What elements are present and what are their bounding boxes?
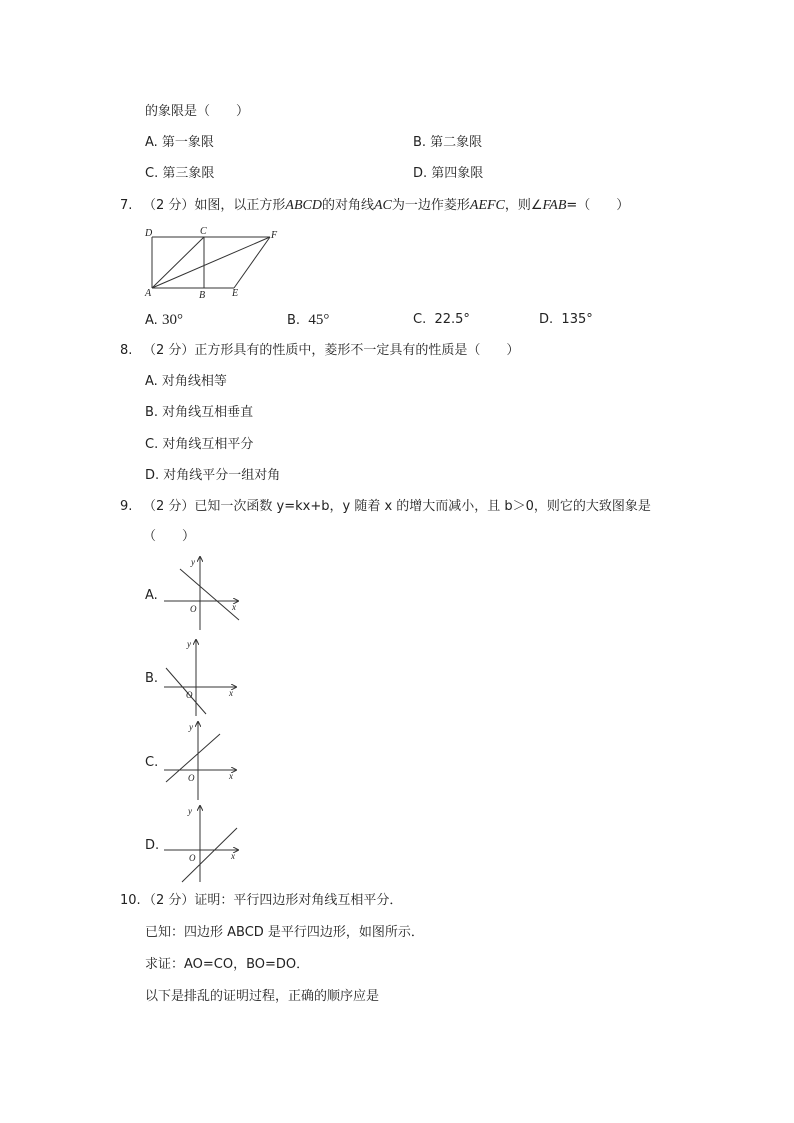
- q7-diagonal-ac: [152, 237, 204, 288]
- q9a-line: [180, 569, 239, 620]
- q7-stem-text-3: 为一边作菱形: [391, 198, 470, 213]
- q8-stem: （2 分）正方形具有的性质中，菱形不一定具有的性质是（ ）: [143, 343, 520, 358]
- q9-option-a-letter: A.: [145, 588, 158, 603]
- q9d-label-x: x: [231, 851, 235, 861]
- q9-number: 9.: [120, 499, 133, 514]
- q7-option-d-value: 135°: [561, 312, 593, 327]
- q7-option-b: [287, 312, 329, 329]
- q7-ac: AC: [373, 198, 392, 213]
- q7-stem: [143, 198, 629, 214]
- q7-label-e: E: [232, 288, 239, 299]
- q9-graph-d: [160, 802, 250, 886]
- q7-option-a: [145, 312, 183, 329]
- q7-label-b: B: [199, 290, 206, 301]
- q10-number: 10.: [120, 893, 141, 908]
- q7-option-c-value: 22.5°: [434, 312, 470, 327]
- q9-graph-c: [160, 718, 250, 802]
- q7-figure: [140, 222, 290, 302]
- q7-option-b-value: 45°: [308, 312, 330, 328]
- q9c-label-o: O: [188, 773, 195, 783]
- q9c-label-y: y: [189, 722, 193, 732]
- q9-stem: （2 分）已知一次函数 y=kx+b，y 随着 x 的增大而减小，且 b＞0，则它的大致图象是: [143, 499, 651, 514]
- q7-abcd: ABCD: [285, 198, 322, 213]
- q7-aefc: AEFC: [469, 198, 505, 213]
- q7-option-c-letter: C.: [413, 312, 427, 327]
- q7-stem-text-2: 的对角线: [321, 198, 374, 213]
- q9-graph-b: [160, 634, 250, 718]
- q7-label-c: C: [200, 226, 207, 237]
- q9c-label-x: x: [229, 771, 233, 781]
- q8-option-a: A. 对角线相等: [145, 374, 227, 389]
- q8-option-c: C. 对角线互相平分: [145, 437, 254, 452]
- q6-option-a: A. 第一象限: [145, 135, 214, 150]
- q8-option-d: D. 对角线平分一组对角: [145, 468, 281, 483]
- q7-stem-text-5: =（ ）: [566, 198, 630, 213]
- q6-option-b: B. 第二象限: [413, 135, 483, 150]
- q9a-label-y: y: [191, 557, 195, 567]
- q9-option-b-letter: B.: [145, 671, 159, 686]
- q9-option-d-letter: D.: [145, 838, 160, 853]
- q7-option-a-value: 30°: [161, 312, 183, 328]
- q6-option-d: D. 第四象限: [413, 166, 484, 181]
- q6-continuation: 的象限是（ ）: [145, 104, 250, 119]
- q8-number: 8.: [120, 343, 133, 358]
- q9-option-c-letter: C.: [145, 755, 159, 770]
- q7-option-d-letter: D.: [539, 312, 554, 327]
- q9b-label-y: y: [187, 639, 191, 649]
- q7-label-f: F: [271, 230, 278, 241]
- q9b-label-x: x: [229, 688, 233, 698]
- q7-stem-text-1: （2 分）如图，以正方形: [143, 198, 286, 213]
- q7-number: 7.: [120, 198, 133, 213]
- q9d-label-o: O: [189, 853, 196, 863]
- q9-graph-a: [160, 553, 250, 633]
- q7-option-a-letter: A.: [145, 313, 158, 328]
- q10-order: 以下是排乱的证明过程，正确的顺序应是: [145, 989, 380, 1004]
- q8-option-b: B. 对角线互相垂直: [145, 405, 254, 420]
- q10-prove: 求证：AO=CO，BO=DO．: [145, 957, 310, 972]
- q7-stem-text-4: ，则∠: [504, 198, 543, 213]
- q9a-label-o: O: [190, 604, 197, 614]
- q7-label-d: D: [145, 228, 153, 239]
- q9d-label-y: y: [188, 806, 192, 816]
- q7-option-b-letter: B.: [287, 313, 301, 328]
- q10-given: 已知：四边形 ABCD 是平行四边形，如图所示．: [145, 925, 424, 940]
- q9b-label-o: O: [186, 690, 193, 700]
- q6-option-c: C. 第三象限: [145, 166, 215, 181]
- q9a-label-x: x: [232, 602, 236, 612]
- q9-paren: （ ）: [143, 529, 196, 544]
- q7-option-d: [539, 312, 593, 328]
- q7-label-a: A: [145, 288, 152, 299]
- q7-fab: FAB: [542, 198, 567, 213]
- q10-stem: （2 分）证明：平行四边形对角线互相平分．: [143, 893, 403, 908]
- q7-option-c: [413, 312, 470, 328]
